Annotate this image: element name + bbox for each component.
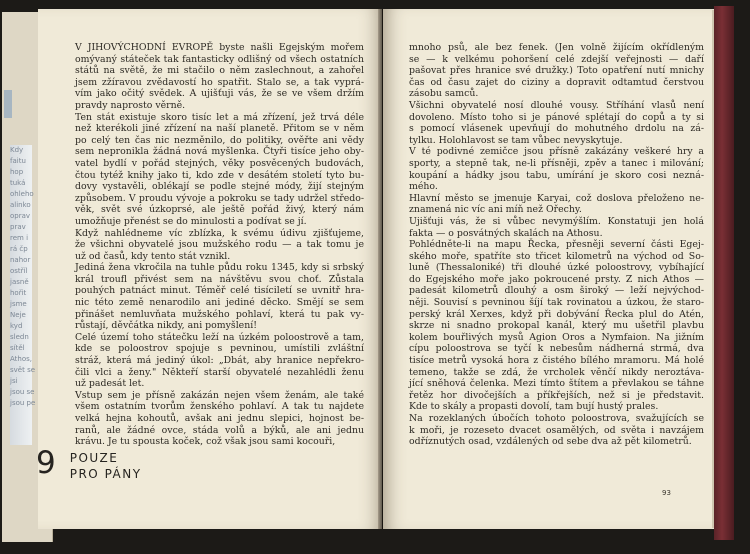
text-line: V té podivné zemičce jsou přísně zakázány veškeré hry a xyxy=(409,146,704,158)
underlying-text-fragment: jsi xyxy=(10,377,18,385)
underlying-text-fragment: jsme xyxy=(10,300,27,308)
text-line: tisíce metrů vysoká hora z čistého bílého mramoru. Má holé xyxy=(409,355,704,367)
text-line: ského moře, spatříte sto třicet kilometrů na východ od So- xyxy=(409,250,704,262)
text-line: Celé území toho státečku leží na úzkém poloostrově a tam, xyxy=(75,331,364,343)
book-cover-edge xyxy=(714,6,734,540)
text-line: fakta — o posvátných skalách na Athosu. xyxy=(409,227,603,239)
text-line: koupání a hádky jsou tabu, umírání je skoro cosi nezná- xyxy=(409,169,704,181)
text-line: Jediná žena vkročila na tuhle půdu roku 1345, kdy si srbský xyxy=(75,262,364,274)
underlying-text-fragment: jasně xyxy=(10,278,29,286)
text-line: cípu poloostrova se tyčí k nebesům nádherná strmá, dva xyxy=(409,343,704,355)
right-page-text xyxy=(409,42,704,448)
text-line: velká hejna kohoutů, avšak ani jednu slepici, hojnost be- xyxy=(75,413,364,424)
text-line: Pohlédněte-li na mapu Řecka, přesněji severní části Egej- xyxy=(409,239,704,251)
text-line: sem nepronikla žádná nová myšlenka. Čtyři tisíce jeho oby- xyxy=(75,146,364,158)
text-line: Ten stát existuje skoro tisíc let a má zřízení, jež trvá déle xyxy=(75,111,364,123)
text-line: Ujišťuji vás, že si vůbec nevymýšlím. Konstatuji jen holá xyxy=(409,215,704,227)
text-line: se — k velkému pohoršení celé zdejší veřejnosti — daří xyxy=(409,53,704,65)
text-line: k moři, je rozeseto dvacet osamělých, od světa i navzájem xyxy=(409,424,704,436)
text-line: V JIHOVÝCHODNÍ EVROPĚ byste našli Egejským mořem xyxy=(75,42,364,53)
text-line: znamená nic víc ani míň než Ořechy. xyxy=(409,204,582,216)
text-line: Hlavní město se jmenuje Karyai, což doslova přeloženo ne- xyxy=(409,192,704,204)
chapter-heading xyxy=(36,445,142,482)
text-line: do Egejského moře jako pokroucené prsty. Z nich Athos — xyxy=(409,273,704,285)
text-line: věk, svět své úzkoprsé, ale ještě pořád živý, který nám xyxy=(75,204,364,216)
text-line: pravdy naprosto věrně. xyxy=(75,99,186,111)
underlying-text-fragment: sledn xyxy=(10,333,29,341)
underlying-text-fragment: Athos, xyxy=(10,355,33,363)
text-line: krávu. Je tu spousta koček, což však jsou sami kocouři, xyxy=(75,436,336,448)
text-line: skrze ni snadno prokopal kanál, který mu ušetřil plavbu xyxy=(409,320,704,332)
text-line: ranů, ale žádné ovce, stáda volů a býků, ale ani jednu xyxy=(75,424,364,436)
underlying-text-fragment: Kdy xyxy=(10,146,24,154)
text-line: všem ostatním tvorům ženského pohlaví. A tak tu najdete xyxy=(75,401,364,413)
text-line: Když nahlédneme víc zblízka, k svému údivu zjišťujeme, xyxy=(75,227,364,239)
text-line: dovoleno. Místo toho si je pánové splétají do copů a ty si xyxy=(409,111,704,123)
text-line: růstají, děvčátka nikdy, ani pomyšlení! xyxy=(75,320,257,332)
text-line: už padesát let. xyxy=(75,378,145,390)
text-line: pašovat přes hranice své družky.) Toto opatření nutí mnichy xyxy=(409,65,704,77)
text-line: tylku. Holohlavost se tam vůbec nevyskytuje. xyxy=(409,134,623,146)
text-line: s pomocí vlásenek upevňují do mohutného drdolu na zá- xyxy=(409,123,704,135)
text-line: Kde to skály a propasti dovolí, tam bují hustý prales. xyxy=(409,401,659,413)
text-line: že všichni obyvatelé jsou mužského rodu — a tak tomu je xyxy=(75,239,364,251)
text-line: než kterékoli jiné zřízení na naší planetě. Přitom se v něm xyxy=(75,123,364,135)
text-line: kde se poloostrov spojuje s pevninou, umístili zvláštní xyxy=(75,343,364,355)
text-line: mého. xyxy=(409,181,438,193)
text-line: přinášet nemluvňata mužského pohlaví, která tu pak vy- xyxy=(75,308,364,320)
underlying-text-fragment: hop xyxy=(10,168,24,176)
underlying-text-fragment: rá čp xyxy=(10,245,28,253)
underlying-text-fragment: prav xyxy=(10,223,26,231)
text-line: mnoho psů, ale bez fenek. (Jen volně žijícím okřídleným xyxy=(409,42,704,53)
underlying-text-fragment: svět se xyxy=(10,366,36,374)
text-line: luně (Thessaloniké) tři dlouhé úzké poloostrovy, vybíhající xyxy=(409,262,704,274)
text-line: pouhých patnáct minut. Téměř celé tisíciletí se uvnitř hra- xyxy=(75,285,364,297)
underlying-text-fragment: ohleho xyxy=(10,190,34,198)
text-line: odříznutých osad, vzdálených od sebe dva až pět kilometrů. xyxy=(409,436,692,448)
text-line: nic této země nenarodilo ani jediné děcko. Smějí se sem xyxy=(75,297,364,309)
chapter-number: 9 xyxy=(36,445,56,481)
right-page xyxy=(383,9,714,529)
chapter-title xyxy=(70,450,142,482)
left-page-text xyxy=(75,42,364,448)
chapter-title-line: PRO PÁNY xyxy=(69,467,142,481)
text-line: po celý ten čas nic nezměnilo, do politiky, ověřte ani vědy xyxy=(75,134,364,146)
page-number: 93 xyxy=(662,489,671,497)
underlying-text-fragment: jsou pe xyxy=(10,399,36,407)
text-line: omývaný státeček tak fantasticky odlišný od všech ostatních xyxy=(75,53,364,65)
underlying-text-fragment: ostříl xyxy=(10,267,28,275)
text-line: jící sněhová čelenka. Mezi tímto štítem a převlakou se táhne xyxy=(409,378,704,390)
underlying-text-fragment: jsou se xyxy=(10,388,35,396)
text-line: umožňuje přenést se do minulosti a podívat se jí. xyxy=(75,215,307,227)
underlying-text-fragment: Neje xyxy=(10,311,26,319)
underlying-text-fragment: alinko xyxy=(10,201,31,209)
text-line: dovy vystavěli, oblékají se podle stejné módy, žijí stejným xyxy=(75,181,364,193)
underlying-text-fragment: hořit xyxy=(10,289,27,297)
text-line: Vstup sem je přísně zakázán nejen všem ženám, ale také xyxy=(75,389,364,401)
text-line: už od časů, kdy tento stát vznikl. xyxy=(75,250,231,262)
text-line: Všichni obyvatelé nosí dlouhé vousy. Stříhání vlasů není xyxy=(409,99,704,111)
text-line: zásobu samců. xyxy=(409,88,479,100)
text-line: způsobem. V proudu vývoje a pokroku se tady udržel středo- xyxy=(75,192,364,204)
text-line: států na světě, že mi stačilo o něm zaslechnout, a zahořel xyxy=(75,65,364,77)
text-line: sporty, a stepně tak, ne-li přísněji, zpěv a tanec i milování; xyxy=(409,157,704,169)
text-line: Na rozeklaných úbočích tohoto poloostrova, svažujících se xyxy=(409,413,704,424)
underlying-page-edge xyxy=(4,90,12,118)
underlying-page-text xyxy=(10,145,36,445)
chapter-title-line: POUZE xyxy=(69,451,119,465)
text-line: čili vlci a ženy." Někteří starší obyvatelé nezahlédli ženu xyxy=(75,366,364,378)
text-line: jsem zžíravou zvědavostí ho spatřit. Stalo se, a tak vyprá- xyxy=(75,76,364,88)
underlying-text-fragment: rem i xyxy=(10,234,29,242)
text-line: vím jako očitý svědek. A ujišťuji vás, že se ve všem držím xyxy=(75,88,364,100)
underlying-text-fragment: nahor xyxy=(10,256,31,264)
underlying-text-fragment: tuká xyxy=(10,179,26,187)
text-line: perský král Xerxes, když při dobývání Řecka plul do Atén, xyxy=(409,308,704,320)
underlying-text-fragment: kyd xyxy=(10,322,23,330)
text-line: něji. Souvisí s pevninou šíjí tak rovinatou a úzkou, že staro- xyxy=(409,297,704,309)
text-line: řetěz hor divočejších a příkřejších, než si je představit. xyxy=(409,389,704,401)
text-line: kolem bouřlivých mysů Agion Oros a Nymfaion. Na jižním xyxy=(409,331,704,343)
text-line: vatel bydlí v pořád stejných, věky posvěcených budovách, xyxy=(75,157,364,169)
underlying-text-fragment: faitu xyxy=(10,157,26,165)
text-line: stráž, která má jediný úkol: „Dbát, aby hranice nepřekro- xyxy=(75,355,364,367)
text-line: král troufl přivést sem na návštěvu svou choť. Zůstala xyxy=(75,273,364,285)
text-line: padesát kilometrů dlouhý a osm široký — leží nejvýchod- xyxy=(409,285,704,297)
text-line: temeno, takže se zdá, že vrcholek věnčí nikdy neroztáva- xyxy=(409,366,704,378)
underlying-text-fragment: sítěl xyxy=(10,344,25,352)
underlying-text-fragment: oprav xyxy=(10,212,31,220)
text-line: čtou tytéž knihy jako ti, kdo zde v desátém století tyto bu- xyxy=(75,169,364,181)
text-line: čas od času zajet do ciziny a dopravit odtamtud čerstvou xyxy=(409,76,704,88)
